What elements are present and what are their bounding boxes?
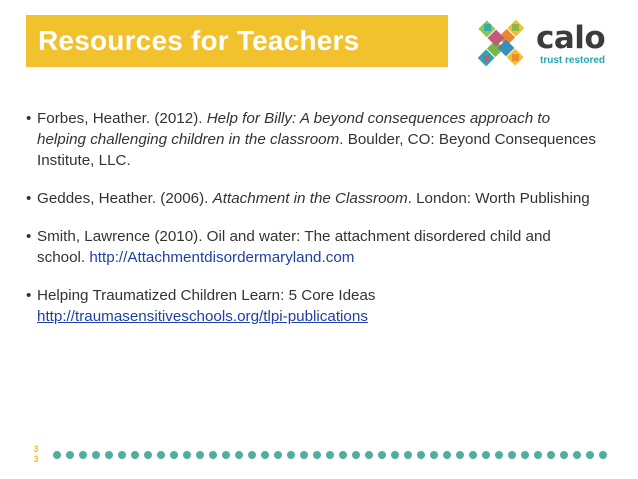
reference-author: Forbes, Heather. (37, 110, 151, 127)
reference-text: Helping Traumatized Children Learn: 5 Core Ideas (37, 287, 376, 304)
calo-x-mosaic-logo-icon (470, 14, 532, 72)
decorative-dot (313, 451, 321, 459)
decorative-dot (53, 451, 61, 459)
decorative-dot (183, 451, 191, 459)
decorative-dot (326, 451, 334, 459)
decorative-dot (105, 451, 113, 459)
reference-author: Geddes, Heather. (37, 190, 157, 207)
decorative-dot (521, 451, 529, 459)
reference-list (26, 108, 601, 327)
decorative-dot (248, 451, 256, 459)
decorative-dot (66, 451, 74, 459)
decorative-dot (430, 451, 438, 459)
decorative-dot (92, 451, 100, 459)
decorative-dot (339, 451, 347, 459)
page-title: Resources for Teachers (38, 25, 360, 56)
decorative-dot (261, 451, 269, 459)
reference-link[interactable]: http://traumasensitiveschools.org/tlpi-publications (37, 308, 368, 325)
decorative-dot (469, 451, 477, 459)
decorative-dot (391, 451, 399, 459)
reference-text: Smith, Lawrence (2010). Oil and water: The attachment disordered child and school. (37, 228, 551, 266)
decorative-dot (79, 451, 87, 459)
decorative-dot (157, 451, 165, 459)
decorative-dot (170, 451, 178, 459)
decorative-dot (378, 451, 386, 459)
decorative-dot (573, 451, 581, 459)
decorative-dot (508, 451, 516, 459)
reference-item (26, 188, 601, 209)
decorative-dot (196, 451, 204, 459)
decorative-dot (235, 451, 243, 459)
decorative-dot (482, 451, 490, 459)
reference-publisher: . London: Worth Publishing (407, 190, 590, 207)
logo-wordmark: calo (536, 20, 606, 56)
reference-link[interactable]: http://Attachmentdisordermaryland.com (89, 249, 355, 266)
decorative-dot (586, 451, 594, 459)
reference-year: (2006). (160, 190, 209, 207)
decorative-dot (118, 451, 126, 459)
reference-title: Attachment in the Classroom (212, 190, 408, 207)
decorative-dot (560, 451, 568, 459)
decorative-dot (131, 451, 139, 459)
bullet-symbol: • (26, 190, 32, 207)
decorative-dot (534, 451, 542, 459)
page-number (31, 444, 41, 464)
decorative-dot (365, 451, 373, 459)
logo-tagline: trust restored (540, 55, 606, 66)
reference-item (26, 108, 601, 171)
decorative-dot (495, 451, 503, 459)
reference-item (26, 285, 601, 306)
decorative-dot (222, 451, 230, 459)
decorative-dot (209, 451, 217, 459)
title-bar (26, 15, 448, 67)
reference-year: (2012). (154, 110, 203, 127)
reference-title: Help for Billy: A beyond consequences approach to helping challenging children in the classroom (37, 110, 551, 148)
decorative-dot (599, 451, 607, 459)
decorative-dot-row (52, 449, 612, 461)
calo-logo (470, 14, 620, 72)
decorative-dot (417, 451, 425, 459)
reference-item (26, 226, 601, 268)
reference-publisher: . Boulder, CO: Beyond Consequences Institute, LLC. (37, 131, 596, 169)
decorative-dot (300, 451, 308, 459)
decorative-dot (456, 451, 464, 459)
page-number-digit: 3 (33, 454, 39, 464)
page-number-digit: 3 (33, 444, 39, 454)
decorative-dot (547, 451, 555, 459)
decorative-dot (352, 451, 360, 459)
bullet-symbol: • (26, 110, 32, 127)
decorative-dot (443, 451, 451, 459)
decorative-dot (144, 451, 152, 459)
bullet-symbol: • (26, 287, 32, 304)
decorative-dot (287, 451, 295, 459)
decorative-dot (404, 451, 412, 459)
decorative-dot (274, 451, 282, 459)
bullet-symbol: • (26, 228, 32, 245)
reference-link-row (37, 306, 601, 327)
